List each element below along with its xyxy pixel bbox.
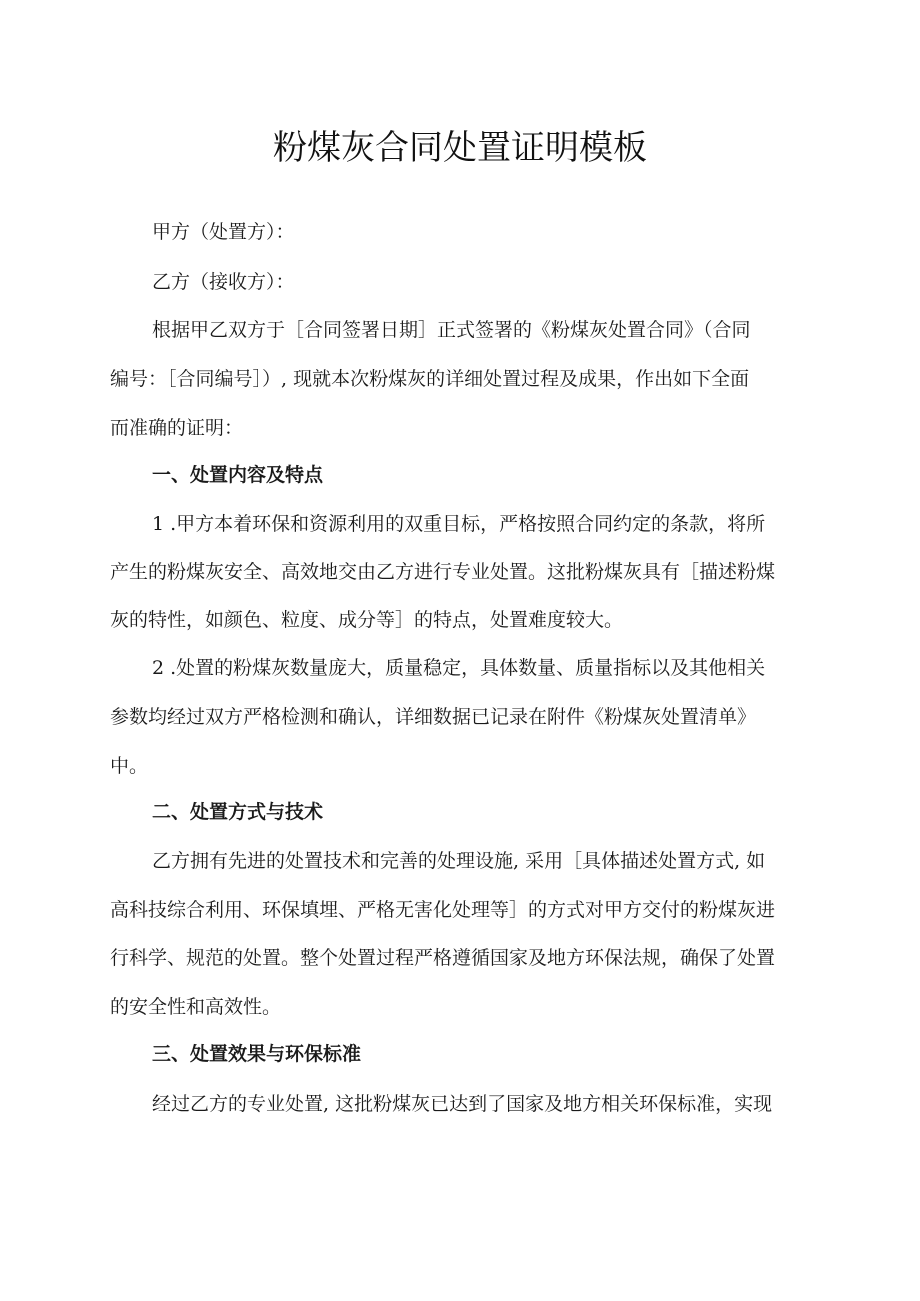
section-2-line-3: 行科学、规范的处置。整个处置过程严格遵循国家及地方环保法规，确保了处置 — [110, 947, 776, 969]
party-b-label: 乙方（接收方）： — [152, 271, 295, 293]
section-2-line-1: 乙方拥有先进的处置技术和完善的处理设施, 采用［具体描述处置方式, 如 — [152, 850, 766, 872]
intro-line-2: 编号：［合同编号］）, 现就本次粉煤灰的详细处置过程及成果，作出如下全面 — [110, 368, 750, 390]
section-3-line-1: 经过乙方的专业处置, 这批粉煤灰已达到了国家及地方相关环保标准，实现 — [152, 1093, 773, 1115]
intro-line-1: 根据甲乙双方于［合同签署日期］正式签署的《粉煤灰处置合同》（合同 — [152, 319, 751, 341]
section-1-item-1-line-3: 灰的特性，如颜色、粒度、成分等］的特点，处置难度较大。 — [110, 609, 624, 631]
section-2-heading: 二、处置方式与技术 — [152, 801, 324, 823]
section-1-item-2-line-3: 中。 — [110, 755, 149, 777]
section-1-item-1-line-2: 产生的粉煤灰安全、高效地交由乙方进行专业处置。这批粉煤灰具有［描述粉煤 — [110, 561, 776, 583]
document-title: 粉煤灰合同处置证明模板 — [273, 128, 647, 168]
section-1-heading: 一、处置内容及特点 — [152, 464, 324, 486]
section-1-item-1-line-1: 1 .甲方本着环保和资源利用的双重目标，严格按照合同约定的条款，将所 — [152, 513, 766, 535]
section-2-line-4: 的安全性和高效性。 — [110, 996, 282, 1018]
party-a-label: 甲方（处置方）： — [152, 221, 295, 243]
intro-line-3: 而准确的证明： — [110, 417, 244, 439]
section-2-line-2: 高科技综合利用、环保填埋、严格无害化处理等］的方式对甲方交付的粉煤灰进 — [110, 899, 776, 921]
section-1-item-2-line-1: 2 .处置的粉煤灰数量庞大，质量稳定，具体数量、质量指标以及其他相关 — [152, 657, 766, 679]
section-1-item-2-line-2: 参数均经过双方严格检测和确认，详细数据已记录在附件《粉煤灰处置清单》 — [110, 706, 757, 728]
section-3-heading: 三、处置效果与环保标准 — [152, 1043, 362, 1065]
